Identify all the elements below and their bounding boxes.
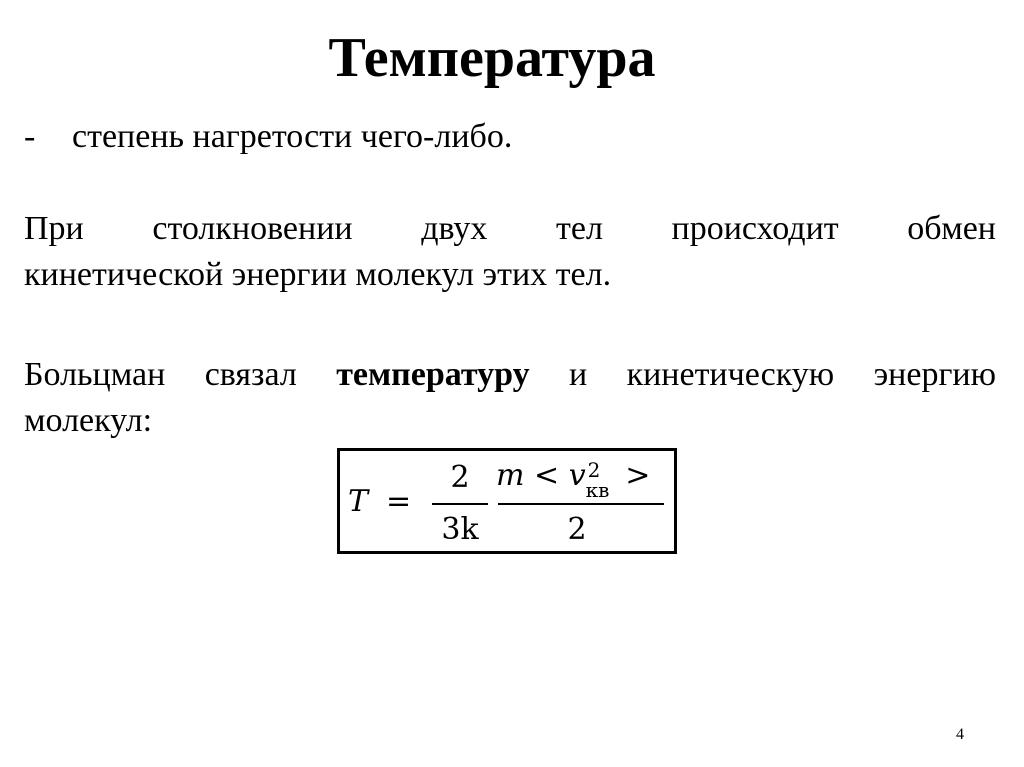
paragraph-boltzmann-line-1 xyxy=(24,352,996,398)
boltzmann-text-before: Больцман связал xyxy=(24,356,337,393)
formula-frac2-bar xyxy=(498,503,664,505)
formula-lhs: T xyxy=(348,484,369,519)
bullet-text: степень нагретости чего-либо. xyxy=(72,118,513,155)
page-number: 4 xyxy=(956,726,964,743)
formula-angle-close: > xyxy=(625,458,651,493)
formula-box xyxy=(337,448,677,554)
paragraph-collision-line-1: При столкновении двух тел происходит обмен xyxy=(24,210,996,247)
formula-frac1-numerator: 2 xyxy=(450,460,470,495)
formula-frac1-denominator-text: 3k xyxy=(441,512,479,547)
paragraph-collision xyxy=(24,206,996,298)
formula-frac1-denominator xyxy=(430,513,490,547)
bullet-dash: - xyxy=(24,118,36,155)
paragraph-boltzmann xyxy=(24,352,996,444)
slide-title: Температура xyxy=(328,27,656,89)
formula-angle-open: < xyxy=(534,458,560,493)
formula-velocity-indices xyxy=(585,458,616,502)
formula-velocity-subscript: кв xyxy=(585,478,610,502)
formula-frac2-denominator: 2 xyxy=(567,512,587,547)
boltzmann-text-after: и кинетическую энергию xyxy=(529,356,996,393)
formula-equals: = xyxy=(386,484,412,519)
paragraph-collision-line-2: кинетической энергии молекул этих тел. xyxy=(24,256,612,293)
formula-mass: m xyxy=(496,458,525,493)
boltzmann-bold-term: температуру xyxy=(336,356,530,393)
formula-frac2-numerator xyxy=(496,458,651,502)
formula-frac1-bar xyxy=(432,503,488,505)
definition-bullet xyxy=(24,114,512,160)
formula-velocity-superscript: 2 xyxy=(587,458,601,482)
paragraph-boltzmann-line-2: молекул: xyxy=(24,402,153,439)
formula-velocity: v xyxy=(568,458,586,493)
